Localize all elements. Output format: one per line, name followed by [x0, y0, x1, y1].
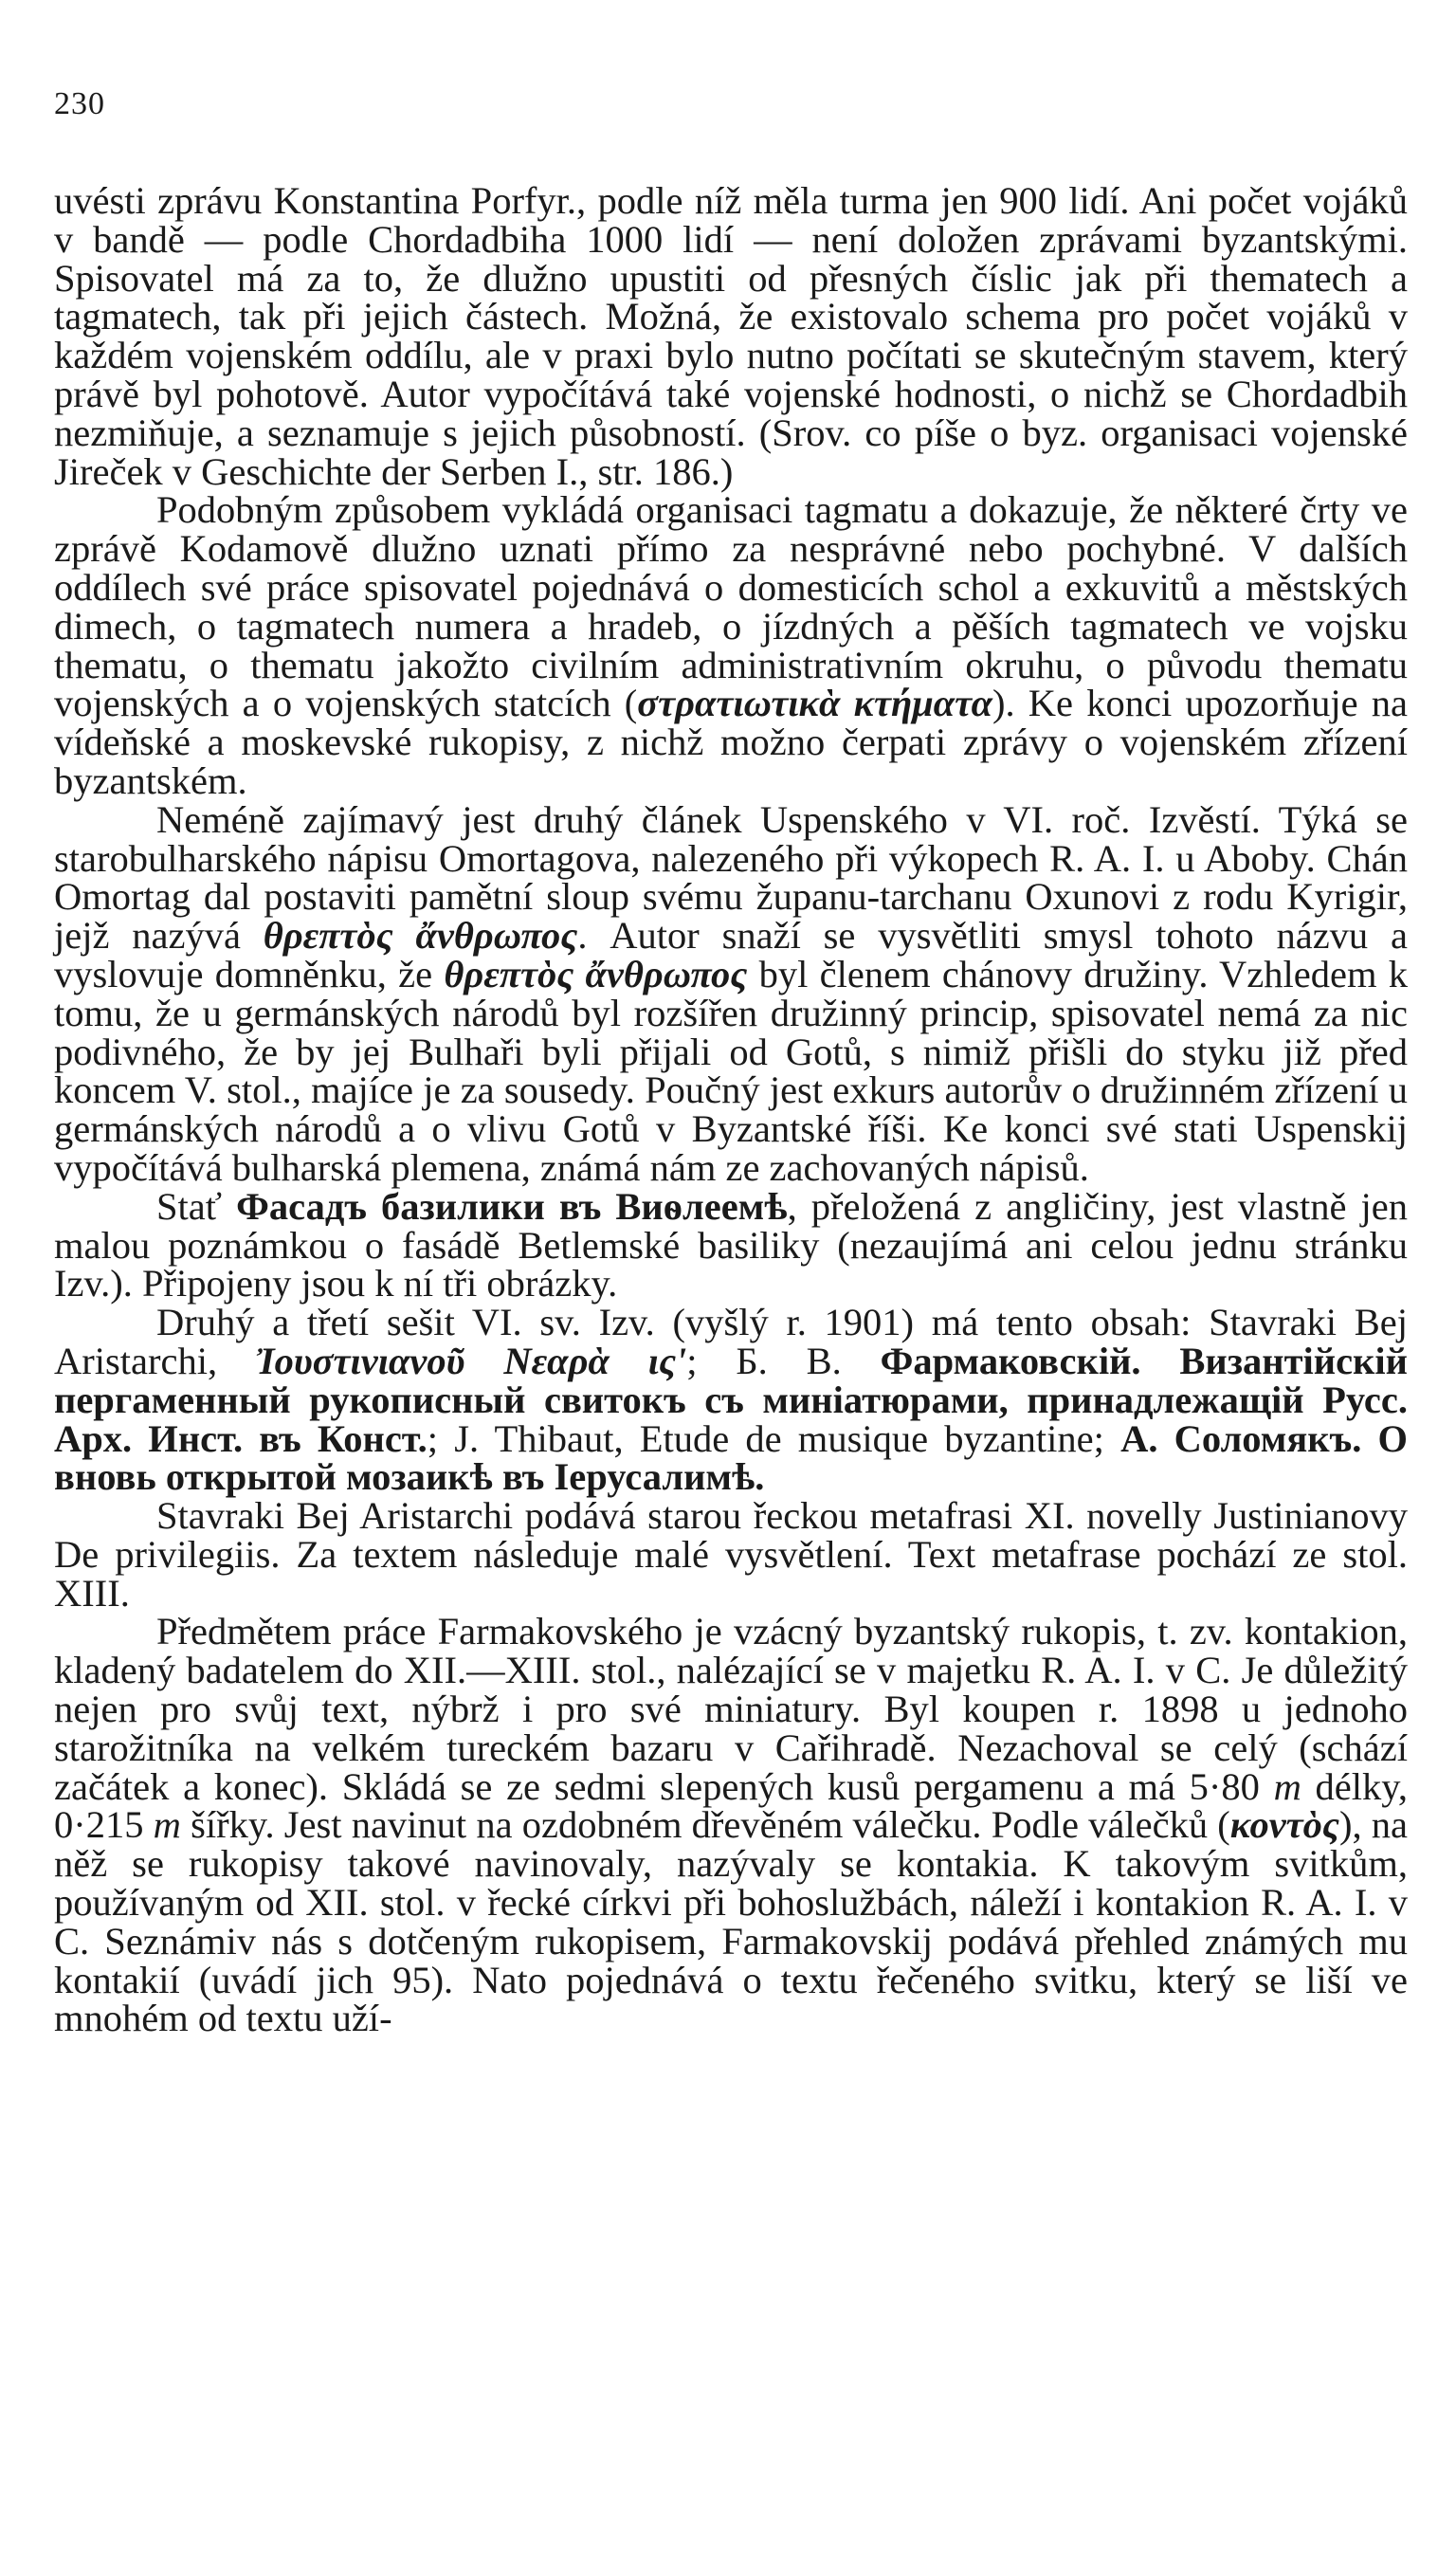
- greek-term: Ἰουστινιανοῦ Νεαρὰ ις': [255, 1339, 687, 1382]
- text-run: Neméně zajímavý jest druhý článek Uspenského v VI. roč. Izvěstí. Týká se starobulharského nápisu Omortagova, nalezeného při výkopech R. A. I. u Aboby. Chán Omortag dal postaviti pamětní sloup svému županu-tarchanu Oxunovi z rodu Kyrigir, jejž nazývá: [54, 797, 1408, 958]
- text-run: ; Б. В.: [686, 1339, 881, 1382]
- paragraph: [54, 1610, 1409, 2040]
- text-run: šířky. Jest navinut na ozdobném dřevěném válečku. Podle válečků (: [180, 1803, 1230, 1847]
- text-run: . Autor snaží se vysvětliti smysl tohoto názvu a vyslovuje domněnku, že: [54, 914, 1408, 995]
- cyrillic-title: Фасадъ базилики въ Виѳлеемѣ: [236, 1184, 788, 1228]
- text-run: ; J. Thibaut, Etude de musique byzantine;: [427, 1416, 1121, 1460]
- greek-term: στρατιωτικὰ κτήματα: [637, 682, 992, 725]
- text-run: Druhý a třetí sešit VI. sv. Izv. (vyšlý r. 1901) má tento obsah: Stavraki Bej Aristarchi,: [54, 1301, 1408, 1382]
- text-run: Stavraki Bej Aristarchi podává starou řeckou metafrasi XI. novelly Justinianovy De privilegiis. Za textem následuje malé vysvětlení. Text metafrase pochází ze stol. XIII.: [54, 1494, 1408, 1615]
- paragraph: [54, 797, 1408, 1189]
- greek-term: κοντὸς: [1229, 1803, 1339, 1847]
- text-run: ). Ke konci upozorňuje na vídeňské a moskevské rukopisy, z nichž možno čerpati zprávy o vojenském zřízení byzantském.: [54, 682, 1408, 802]
- paragraph: [54, 1301, 1409, 1499]
- body-text: [54, 179, 1409, 2040]
- unit: m: [1273, 1764, 1301, 1808]
- text-run: délky, 0·215: [54, 1764, 1409, 1847]
- text-run: Předmětem práce Farmakovského je vzácný byzantský rukopis, t. zv. kontakion, kladený badatelem do XII.—XIII. stol., nalézající se v majetku R. A. I. v C. Je důležitý nejen pro svůj text, nýbrž i pro své miniatury. Byl koupen r. 1898 u jednoho starožitníka na velkém tureckém bazaru v Cařihradě. Nezachoval se celý (schází začátek a konec). Skládá se ze sedmi slepených kusů pergamenu a má 5·80: [54, 1610, 1408, 1808]
- unit: m: [153, 1803, 181, 1847]
- paragraph: [54, 488, 1408, 802]
- text-run: , přeložená z angličiny, jest vlastně jen malou poznámkou o fasádě Betlemské basiliky (nezaujímá ani celou jednu stránku Izv.). Připojeny jsou k ní tři obrázky.: [54, 1184, 1408, 1305]
- cyrillic-title: Фармаковскій. Византійскій пергаменный рукописный свитокъ съ миніатюрами, принадлежащій Русс. Арх. Инст. въ Конст.: [54, 1339, 1408, 1460]
- paragraph: [54, 1184, 1408, 1305]
- text-run: Stať: [156, 1184, 237, 1228]
- paragraph: [54, 179, 1408, 493]
- greek-term: θρεπτὸς ἄνθρωπος: [263, 914, 578, 958]
- paragraph: [54, 1494, 1408, 1615]
- text-run: uvésti zprávu Konstantina Porfyr., podle níž měla turma jen 900 lidí. Ani počet vojáků v bandě — podle Chordadbiha 1000 lidí — není doložen zprávami byzantskými. Spisovatel má za to, že dlužno upustiti od přesných číslic jak při thematech a tagmatech, tak při jejich částech. Možná, že existovalo schema pro počet vojáků v každém vojenském oddílu, ale v praxi bylo nutno počítati se skutečným stavem, který právě byl pohotově. Autor vypočítává také vojenské hodnosti, o nichž se Chordadbih nezmiňuje, a seznamuje s jejich působností. (Srov. co píše o byz. organisaci vojenské Jireček v Geschichte der Serben I., str. 186.): [54, 179, 1408, 493]
- greek-term: θρεπτὸς ἄνθρωπος: [444, 952, 748, 995]
- text-run: byl členem chánovy družiny. Vzhledem k tomu, že u germánských národů byl rozšířen družinný princip, spisovatel nemá za nic podivného, že by jej Bulhaři byli přijali od Gotů, s nimiž přišli do styku již před koncem V. stol., majíce je za sousedy. Poučný jest exkurs autorův o družinném zřízení u germánských národů a o vlivu Gotů v Byzantské říši. Ke konci své stati Uspenskij vypočítává bulharská plemena, známá nám ze zachovaných nápisů.: [54, 952, 1408, 1189]
- cyrillic-title: А. Соломякъ. О вновь открытой мозаикѣ въ Іерусалимѣ.: [54, 1416, 1409, 1499]
- text-run: Podobným způsobem vykládá organisaci tagmatu a dokazuje, že některé črty ve zprávě Kodamově dlužno uznati přímo za nesprávné nebo pochybné. V dalších oddílech své práce spisovatel pojednává o domesticích schol a exkuvitů a městských dimech, o tagmatech numera a hradeb, o jízdných a pěších tagmatech ve vojsku thematu, o thematu jakožto civilním administrativním okruhu, o původu thematu vojenských a o vojenských statcích (: [54, 488, 1408, 725]
- page-number: 230: [54, 86, 105, 121]
- text-run: ), na něž se rukopisy takové navinovaly, nazývaly se kontakia. K takovým svitkům, používaným od XII. stol. v řecké církvi při bohoslužbách, náleží i kontakion R. A. I. v C. Seznámiv nás s dotčeným rukopisem, Farmakovskij podává přehled známých mu kontakií (uvádí jich 95). Nato pojednává o textu řečeného svitku, který se liší ve mnohém od textu uží-: [54, 1803, 1408, 2040]
